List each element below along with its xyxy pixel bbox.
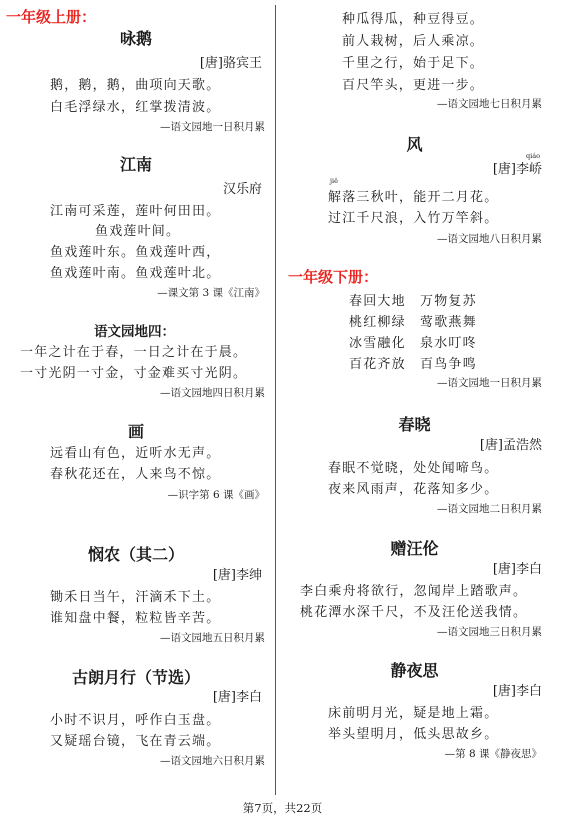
grade-heading-second-semester: 一年级下册： [288,268,379,286]
saying-line: 前人栽树，后人乘凉。 [342,34,485,49]
poem-line: 鱼戏莲叶间。 [95,224,181,239]
poem-source: —语文园地二日积月累 [437,503,542,515]
poem-line: 鱼戏莲叶南。鱼戏莲叶北。 [50,266,221,281]
poem-author: [唐]孟浩然 [479,438,542,453]
column-divider [275,5,276,795]
poem-line: 又疑瑶台镜，飞在青云端。 [50,734,221,749]
poem-title: 春晓 [398,415,431,434]
pinyin-annotation: qiáo [526,152,541,160]
poem-line: 过江千尺浪，入竹万竿斜。 [328,211,499,226]
saying-line: 千里之行，始于足下。 [342,56,485,71]
poem-source: —第 8 课《静夜思》 [444,748,542,760]
poem-line: 江南可采莲，莲叶何田田。 [50,204,221,219]
poem-author: 汉乐府 [222,182,262,197]
phrase-line: 春回大地 万物复苏 [349,294,477,309]
poem-source: —语文园地七日积月累 [437,98,542,110]
grade-heading-first-semester: 一年级上册： [6,8,97,26]
poem-line: 床前明月光，疑是地上霜。 [328,706,499,721]
poem-title: 静夜思 [390,661,439,680]
saying-line: 种瓜得瓜，种豆得豆。 [342,12,485,27]
poem-source: —语文园地四日积月累 [160,387,265,399]
poem-line: 小时不识月，呼作白玉盘。 [50,713,221,728]
poem-source: —语文园地三日积月累 [437,626,542,638]
pinyin-annotation: jiě [330,177,338,185]
poem-line: 白毛浮绿水，红掌拨清波。 [50,100,221,115]
poem-title: 古朗月行（节选） [71,668,200,687]
section-subheading: 语文园地四： [94,324,175,340]
phrase-line: 桃红柳绿 莺歌燕舞 [349,315,477,330]
poem-line: 远看山有色，近听水无声。 [50,446,221,461]
poem-source: —课文第 3 课《江南》 [157,287,265,299]
poem-title: 江南 [119,155,152,174]
poem-line: 举头望明月，低头思故乡。 [328,727,499,742]
page-number-footer: 第7页，共22页 [242,801,323,815]
poem-line: 鹅，鹅，鹅，曲项向天歌。 [50,78,221,93]
poem-line: 一年之计在于春，一日之计在于晨。 [20,345,248,360]
poem-title: 咏鹅 [119,29,152,48]
poem-title: 赠汪伦 [390,539,439,558]
poem-author: [唐]骆宾王 [199,56,262,71]
poem-author: [唐]李白 [492,684,542,699]
poem-source: —语文园地五日积月累 [160,632,265,644]
poem-line: 夜来风雨声，花落知多少。 [328,482,499,497]
poem-line: 春眠不觉晓，处处闻啼鸟。 [328,461,499,476]
poem-line: 谁知盘中餐，粒粒皆辛苦。 [50,611,221,626]
poem-source: —语文园地六日积月累 [160,755,265,767]
phrase-line: 百花齐放 百鸟争鸣 [349,357,477,372]
poem-line: 春秋花还在，人来鸟不惊。 [50,467,221,482]
poem-line: 鱼戏莲叶东。鱼戏莲叶西， [50,245,221,260]
poem-author: [唐]李峤 [492,162,542,177]
poem-source: —语文园地八日积月累 [437,233,542,245]
poem-line: 一寸光阴一寸金，寸金难买寸光阴。 [20,366,248,381]
poem-source: —识字第 6 课《画》 [167,489,265,501]
poem-source: —语文园地一日积月累 [437,377,542,389]
poem-author: [唐]李绅 [212,568,262,583]
poem-line: 锄禾日当午，汗滴禾下土。 [50,590,221,605]
poem-author: [唐]李白 [212,690,262,705]
poem-title: 悯农（其二） [87,545,184,564]
poem-title: 风 [406,135,423,154]
poem-source: —语文园地一日积月累 [160,121,265,133]
phrase-line: 冰雪融化 泉水叮咚 [349,336,477,351]
poem-line: 李白乘舟将欲行，忽闻岸上踏歌声。 [300,584,528,599]
saying-line: 百尺竿头，更进一步。 [342,78,485,93]
poem-author: [唐]李白 [492,562,542,577]
poem-line: 桃花潭水深千尺，不及汪伦送我情。 [300,605,528,620]
poem-line: 解落三秋叶，能开二月花。 [328,190,499,205]
poem-title: 画 [127,422,144,441]
